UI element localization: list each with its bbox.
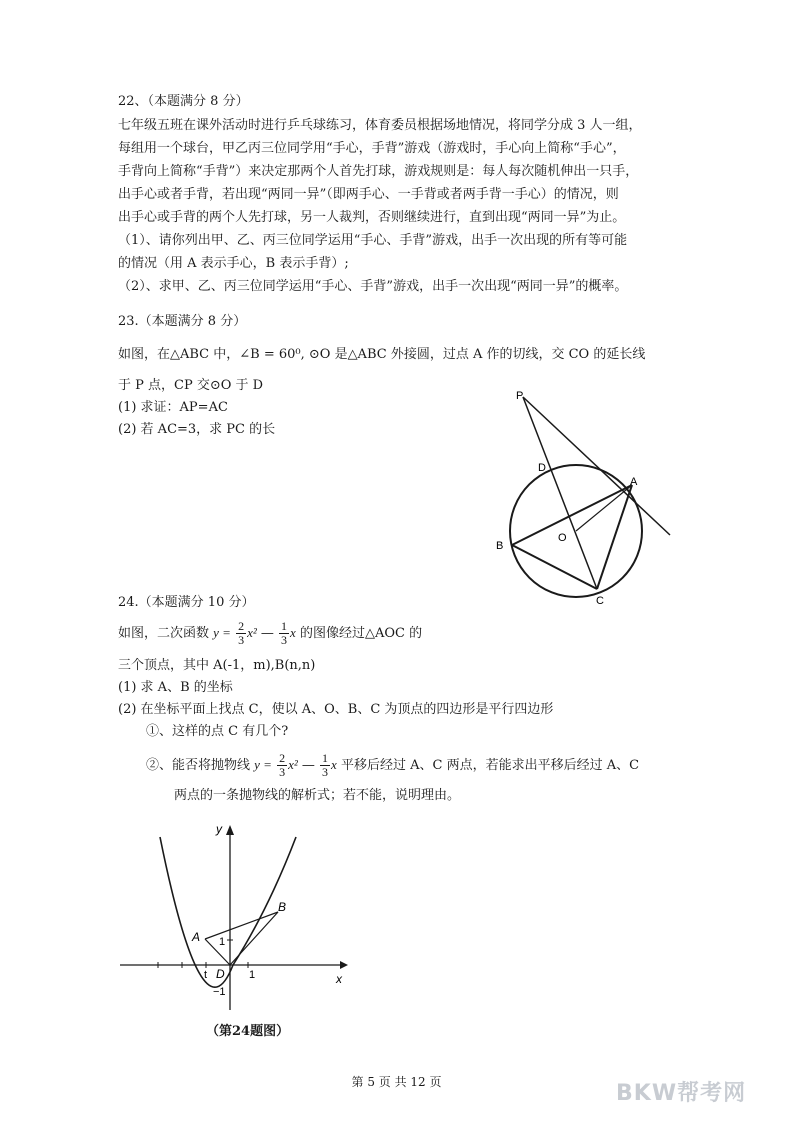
label-neg-one: −1 bbox=[213, 986, 226, 998]
label-a: A bbox=[192, 930, 201, 944]
page-footer: 第 5 页 共 12 页 bbox=[351, 1075, 442, 1089]
y-axis-arrow bbox=[226, 825, 234, 835]
label-a: A bbox=[630, 476, 638, 488]
q24-minus-2: — bbox=[301, 758, 315, 773]
q22-line8: （2）、求甲、乙、丙三位同学运用“手心、手背”游戏，出手一次出现“两同一异”的概率。 bbox=[118, 279, 628, 294]
q22-line3: 手背向上简称“手背”）来决定那两个人首先打球，游戏规则是：每人每次随机伸出一只手， bbox=[118, 164, 639, 179]
q24-line1 bbox=[118, 620, 422, 647]
x-axis-arrow bbox=[340, 961, 348, 969]
q24-line6-pre: ②、能否将抛物线 bbox=[146, 758, 251, 773]
q22-line6: （1）、请你列出甲、乙、丙三位同学运用“手心、手背”游戏，出手一次出现的所有等可能 bbox=[118, 233, 628, 248]
q24-y-eq-2: y = bbox=[254, 757, 272, 772]
label-p: P bbox=[516, 390, 524, 402]
q24-x: x bbox=[290, 625, 296, 640]
q24-line7: 两点的一条抛物线的解析式；若不能，说明理由。 bbox=[174, 788, 461, 803]
q24-frac-two-thirds: $\frac{2}{3}$ bbox=[238, 619, 245, 647]
q24-line6 bbox=[146, 752, 639, 779]
segment-bc bbox=[512, 545, 597, 589]
q22-line4: 出手心或者手背，若出现“两同一异”（即两手心、一手背或者两手背一手心）的情况，则 bbox=[118, 187, 619, 202]
label-d: D bbox=[538, 462, 546, 474]
label-c: C bbox=[596, 595, 604, 607]
q24-frac-one-third-2: $\frac{1}{3}$ bbox=[322, 751, 329, 779]
q23-line3: (1) 求证：AP=AC bbox=[118, 400, 228, 415]
q23-figure bbox=[490, 385, 680, 610]
segment-ab bbox=[205, 912, 278, 939]
q22-line1: 七年级五班在课外活动时进行乒乓球练习，体育委员根据场地情况，将同学分成 3 人一组， bbox=[118, 118, 642, 133]
q24-line6-post: 平移后经过 A、C 两点，若能求出平移后经过 A、C bbox=[340, 758, 640, 773]
label-y: y bbox=[216, 822, 222, 836]
label-t: t bbox=[204, 969, 208, 981]
q22-line5: 出手心或手背的两个人先打球，另一人裁判，否则继续进行，直到出现“两同一异”为止。 bbox=[118, 210, 626, 225]
segment-ob bbox=[230, 912, 278, 965]
q24-line2: 三个顶点，其中 A(-1，m),B(n,n) bbox=[118, 658, 316, 673]
q24-y-eq: y = bbox=[213, 625, 231, 640]
q23-title: 23.（本题满分 8 分） bbox=[118, 314, 247, 329]
q22-line7: 的情况（用 A 表示手心，B 表示手背）; bbox=[118, 256, 349, 271]
q24-frac-one-third: $\frac{1}{3}$ bbox=[281, 619, 288, 647]
q24-x-squared: x² bbox=[247, 625, 257, 640]
watermark-logo: BKW帮考网 bbox=[616, 1081, 747, 1106]
label-one-y: 1 bbox=[219, 936, 226, 948]
label-x: x bbox=[336, 972, 342, 986]
q24-line4: (2) 在坐标平面上找点 C，使以 A、O、B、C 为顶点的四边形是平行四边形 bbox=[118, 702, 554, 717]
segment-ao bbox=[205, 939, 230, 965]
q24-line1-post: 的图像经过△AOC 的 bbox=[299, 626, 423, 641]
q24-line1-pre: 如图，二次函数 bbox=[118, 626, 210, 641]
q24-line3: (1) 求 A、B 的坐标 bbox=[118, 680, 233, 695]
label-b: B bbox=[496, 540, 504, 552]
q24-title: 24.（本题满分 10 分） bbox=[118, 595, 255, 610]
q24-x-2: x bbox=[331, 757, 337, 772]
label-b: B bbox=[278, 900, 287, 914]
q22-line2: 每组用一个球台，甲乙丙三位同学用“手心，手背”游戏（游戏时，手心向上简称“手心”， bbox=[118, 141, 626, 156]
q24-figure bbox=[118, 815, 353, 1015]
q24-minus: — bbox=[260, 626, 274, 641]
q23-line2: 于 P 点，CP 交⊙O 于 D bbox=[118, 378, 264, 393]
q24-line5: ①、这样的点 C 有几个? bbox=[146, 724, 289, 739]
label-o: O bbox=[558, 532, 567, 544]
q24-figure-caption: （第24题图） bbox=[206, 1024, 290, 1039]
label-one-x: 1 bbox=[249, 969, 256, 981]
q23-line1: 如图，在△ABC 中，∠B = 60⁰, ⊙O 是△ABC 外接圆，过点 A 作的切线，交 CO 的延长线 bbox=[118, 347, 646, 362]
segment-pc bbox=[523, 397, 597, 589]
q24-x-squared-2: x² bbox=[288, 757, 298, 772]
label-d: D bbox=[216, 967, 225, 981]
q24-frac-two-thirds-2: $\frac{2}{3}$ bbox=[279, 751, 286, 779]
q22-title: 22、（本题满分 8 分） bbox=[118, 94, 249, 109]
q23-line4: (2) 若 AC=3，求 PC 的长 bbox=[118, 422, 276, 437]
